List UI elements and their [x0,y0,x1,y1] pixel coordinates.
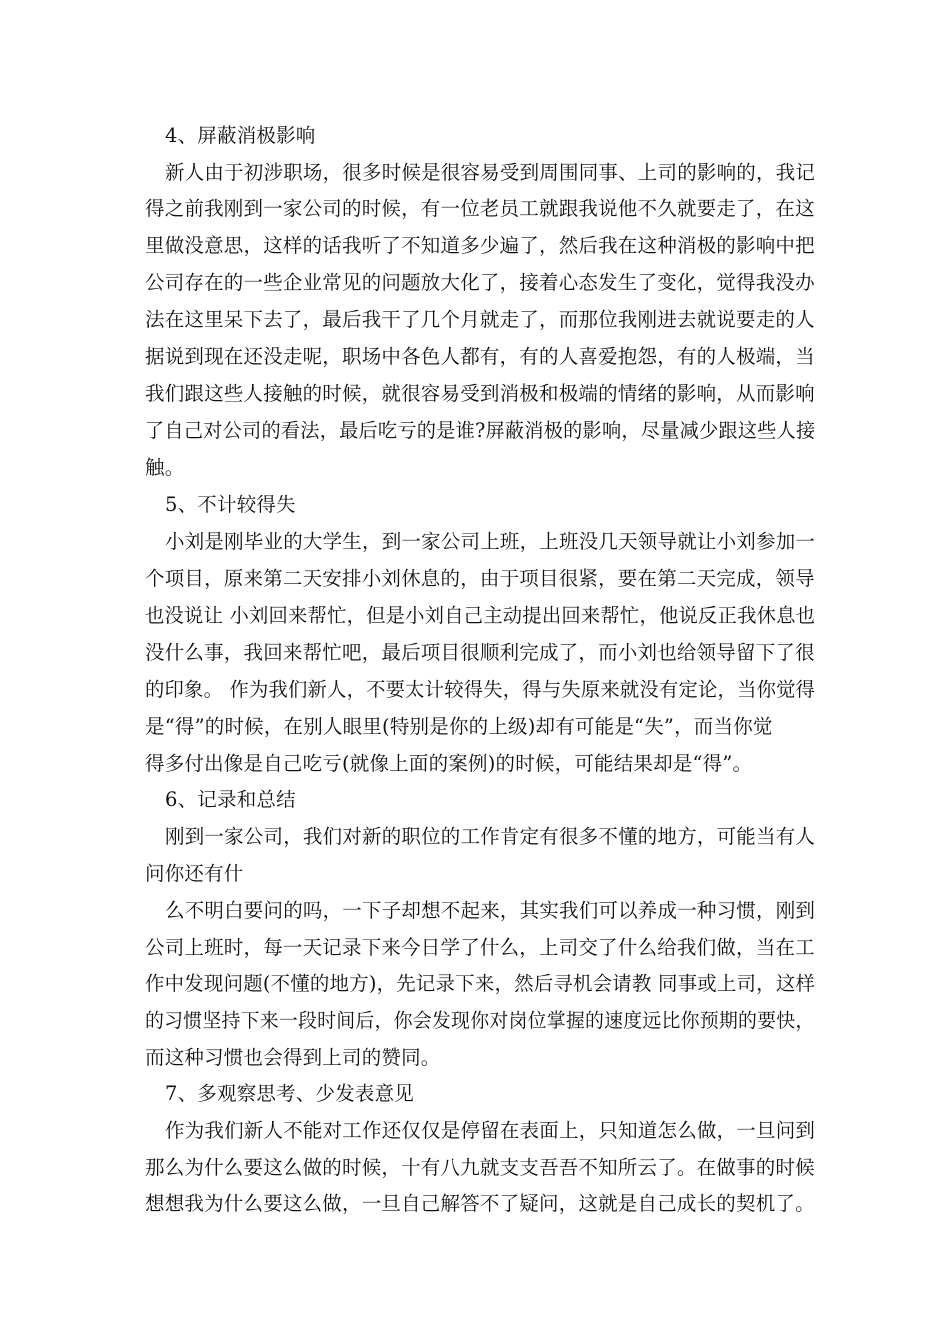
paragraph-line: 法在这里呆下去了，最后我干了几个月就走了，而那位我刚进去就说要走的人 [145,308,815,331]
paragraph-line: 么不明白要问的吗，一下子却想不起来，其实我们可以养成一种习惯，刚到 [165,899,816,922]
heading-section-7: 7、多观察思考、少发表意见 [165,1082,415,1105]
paragraph-line: 里做没意思，这样的话我听了不知道多少遍了，然后我在这种消极的影响中把 [145,234,815,257]
paragraph-line: 触。 [145,456,185,479]
paragraph-line: 刚到一家公司，我们对新的职位的工作肯定有很多不懂的地方，可能当有人 [165,825,816,848]
paragraph-line: 想想我为什么要这么做，一旦自己解答不了疑问，这就是自己成长的契机了。 [145,1192,815,1215]
paragraph-line: 新人由于初涉职场，很多时候是很容易受到周围同事、上司的影响的，我记 [165,161,816,184]
paragraph-line: 我们跟这些人接触的时候，就很容易受到消极和极端的情绪的影响，从而影响 [145,382,815,405]
paragraph-line: 得多付出像是自己吃亏(就像上面的案例)的时候，可能结果却是“得”。 [145,752,753,775]
paragraph-line: 公司上班时，每一天记录下来今日学了什么，上司交了什么给我们做，当在工 [145,936,815,959]
heading-section-6: 6、记录和总结 [165,788,296,811]
paragraph-line: 据说到现在还没走呢，职场中各色人都有，有的人喜爱抱怨，有的人极端，当 [145,345,815,368]
paragraph-line: 也没说让 小刘回来帮忙，但是小刘自己主动提出回来帮忙，他说反正我休息也 [145,604,816,627]
paragraph-line: 而这种习惯也会得到上司的赞同。 [145,1046,441,1069]
paragraph-line: 那么为什么要这么做的时候，十有八九就支支吾吾不知所云了。在做事的时候 [145,1156,815,1179]
paragraph-line: 得之前我刚到一家公司的时候，有一位老员工就跟我说他不久就要走了，在这 [145,197,815,220]
paragraph-line: 没什么事，我回来帮忙吧，最后项目很顺利完成了，而小刘也给领导留下了很 [145,641,815,664]
paragraph-line: 是“得”的时候，在别人眼里(特别是你的上级)却有可能是“失”，而当你觉 [145,715,773,738]
paragraph-line: 小刘是刚毕业的大学生，到一家公司上班，上班没几天领导就让小刘参加一 [165,530,816,553]
paragraph-line: 作中发现问题(不懂的地方)，先记录下来，然后寻机会请教 同事或上司，这样 [145,972,816,995]
paragraph-line: 公司存在的一些企业常见的问题放大化了，接着心态发生了变化，觉得我没办 [145,271,815,294]
paragraph-line: 了自己对公司的看法，最后吃亏的是谁?屏蔽消极的影响，尽量减少跟这些人接 [145,419,816,442]
heading-section-4: 4、屏蔽消极影响 [165,124,316,147]
heading-section-5: 5、不计较得失 [165,493,296,516]
paragraph-line: 的习惯坚持下来一段时间后，你会发现你对岗位掌握的速度远比你预期的要快， [145,1009,815,1032]
paragraph-line: 作为我们新人不能对工作还仅仅是停留在表面上，只知道怎么做，一旦问到 [165,1119,816,1142]
paragraph-line: 个项目，原来第二天安排小刘休息的，由于项目很紧，要在第二天完成，领导 [145,567,815,590]
paragraph-line: 问你还有什 [145,862,244,885]
paragraph-line: 的印象。 作为我们新人，不要太计较得失，得与失原来就没有定论，当你觉得 [145,678,816,701]
